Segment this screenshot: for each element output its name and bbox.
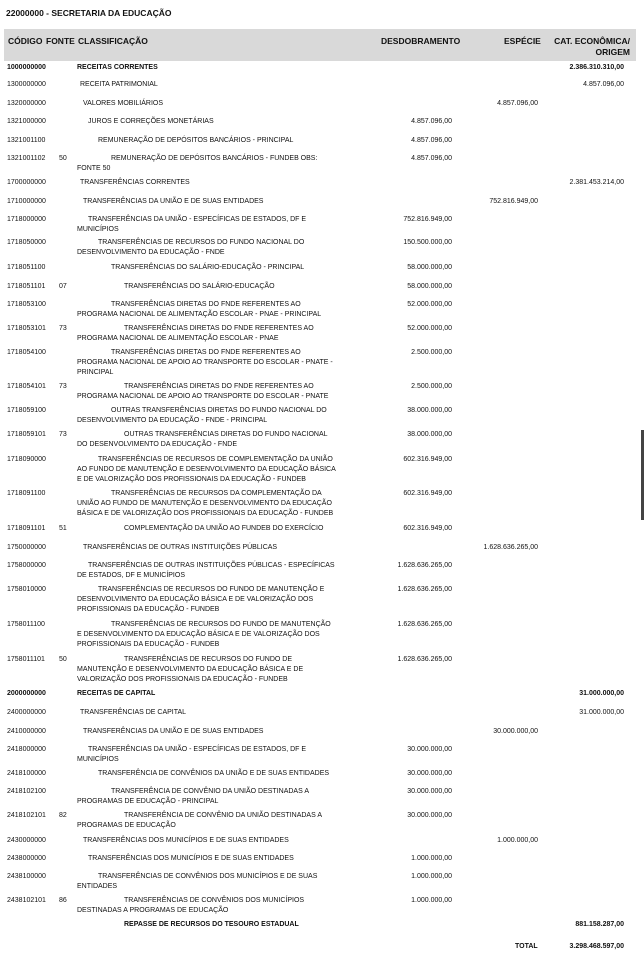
classificacao-cell-line2: DESTINADAS A PROGRAMAS DE EDUCAÇÃO: [77, 907, 229, 914]
codigo-cell: 1321000000: [7, 118, 46, 125]
desdobramento-cell: 38.000.000,00: [407, 407, 452, 414]
desdobramento-cell: 1.000.000,00: [411, 873, 452, 880]
cat-economica-cell: 4.857.096,00: [583, 81, 624, 88]
classificacao-cell: TRANSFERÊNCIAS DE RECURSOS DO FUNDO DE MANUTENÇÃO E: [98, 586, 325, 593]
desdobramento-cell: 4.857.096,00: [411, 137, 452, 144]
classificacao-cell: JUROS E CORREÇÕES MONETÁRIAS: [88, 118, 214, 125]
desdobramento-cell: 1.628.636.265,00: [397, 656, 452, 663]
desdobramento-cell: 1.628.636.265,00: [397, 621, 452, 628]
classificacao-cell-line2: DESENVOLVIMENTO DA EDUCAÇÃO - FNDE: [77, 249, 225, 256]
classificacao-cell-line2: DE ESTADOS, DF E MUNICÍPIOS: [77, 572, 185, 579]
classificacao-cell: OUTRAS TRANSFERÊNCIAS DIRETAS DO FUNDO NACIONAL: [124, 431, 328, 438]
desdobramento-cell: 1.000.000,00: [411, 897, 452, 904]
codigo-cell: 2438102101: [7, 897, 46, 904]
codigo-cell: 2410000000: [7, 728, 46, 735]
desdobramento-cell: 602.316.949,00: [403, 456, 452, 463]
classificacao-cell-line2: PROGRAMA NACIONAL DE APOIO AO TRANSPORTE DO ESCOLAR - PNATE: [77, 393, 329, 400]
classificacao-cell: TRANSFERÊNCIA DE CONVÊNIOS DA UNIÃO E DE SUAS ENTIDADES: [98, 770, 330, 777]
especie-cell: 752.816.949,00: [489, 198, 538, 205]
total-value: 3.298.468.597,00: [569, 943, 624, 950]
especie-cell: 30.000.000,00: [493, 728, 538, 735]
desdobramento-cell: 30.000.000,00: [407, 812, 452, 819]
codigo-cell: 1718053100: [7, 301, 46, 308]
cat-economica-cell: 2.381.453.214,00: [569, 179, 624, 186]
classificacao-cell-line3: VALORIZAÇÃO DOS PROFISSIONAIS DA EDUCAÇÃO - FUNDEB: [77, 676, 288, 683]
codigo-cell: 2400000000: [7, 709, 46, 716]
codigo-cell: 1700000000: [7, 179, 46, 186]
codigo-cell: 2418100000: [7, 770, 46, 777]
classificacao-cell-line2: DESENVOLVIMENTO DA EDUCAÇÃO BÁSICA E DE VALORIZAÇÃO DOS: [77, 596, 314, 603]
fonte-cell: 50: [59, 656, 67, 663]
classificacao-cell-line2: PROGRAMA NACIONAL DE ALIMENTAÇÃO ESCOLAR - PNAE: [77, 335, 279, 342]
classificacao-cell: TRANSFERÊNCIAS DE RECURSOS DA COMPLEMENTAÇÃO DA: [111, 490, 322, 497]
codigo-cell: 1718054101: [7, 383, 46, 390]
classificacao-cell: TRANSFERÊNCIAS DE RECURSOS DO FUNDO DE: [124, 656, 293, 663]
desdobramento-cell: 30.000.000,00: [407, 770, 452, 777]
desdobramento-cell: 58.000.000,00: [407, 264, 452, 271]
classificacao-cell: TRANSFERÊNCIAS DA UNIÃO E DE SUAS ENTIDADES: [83, 728, 264, 735]
classificacao-cell-line3: PROFISSIONAIS DA EDUCAÇÃO - FUNDEB: [77, 606, 220, 613]
codigo-cell: 1758011100: [7, 621, 45, 628]
codigo-cell: 1718000000: [7, 216, 46, 223]
header-codigo: CÓDIGO: [8, 36, 43, 46]
desdobramento-cell: 58.000.000,00: [407, 283, 452, 290]
classificacao-cell: REPASSE DE RECURSOS DO TESOURO ESTADUAL: [124, 921, 299, 928]
classificacao-cell: TRANSFERÊNCIAS DE CAPITAL: [80, 709, 187, 716]
classificacao-cell: TRANSFERÊNCIAS DOS MUNICÍPIOS E DE SUAS ENTIDADES: [83, 837, 289, 844]
classificacao-cell: TRANSFERÊNCIAS DA UNIÃO E DE SUAS ENTIDADES: [83, 198, 264, 205]
codigo-cell: 1718053101: [7, 325, 46, 332]
classificacao-cell-line3: BÁSICA E DE VALORIZAÇÃO DOS PROFISSIONAIS DA EDUCAÇÃO - FUNDEB: [77, 510, 334, 517]
codigo-cell: 1718091101: [7, 525, 46, 532]
classificacao-cell-line2: E DESENVOLVIMENTO DA EDUCAÇÃO BÁSICA E DE VALORIZAÇÃO DOS: [77, 631, 320, 638]
codigo-cell: 1718051100: [7, 264, 46, 271]
fonte-cell: 51: [59, 525, 67, 532]
classificacao-cell: TRANSFERÊNCIAS DIRETAS DO FNDE REFERENTES AO: [111, 349, 301, 356]
especie-cell: 1.000.000,00: [497, 837, 538, 844]
classificacao-cell: VALORES MOBILIÁRIOS: [83, 100, 164, 107]
classificacao-cell-line2: PROGRAMA NACIONAL DE ALIMENTAÇÃO ESCOLAR - PNAE - PRINCIPAL: [77, 311, 322, 318]
classificacao-cell: REMUNERAÇÃO DE DEPÓSITOS BANCÁRIOS - PRINCIPAL: [98, 137, 294, 144]
classificacao-cell: TRANSFERÊNCIAS DO SALÁRIO-EDUCAÇÃO - PRINCIPAL: [111, 264, 305, 271]
codigo-cell: 2438100000: [7, 873, 46, 880]
header-cat-economica: CAT. ECONÔMICA/ ORIGEM: [554, 36, 630, 57]
codigo-cell: 1718059101: [7, 431, 46, 438]
classificacao-cell: RECEITAS DE CAPITAL: [77, 690, 156, 697]
classificacao-cell-line2: MUNICÍPIOS: [77, 756, 119, 763]
codigo-cell: 1718090000: [7, 456, 46, 463]
classificacao-cell: TRANSFERÊNCIAS DIRETAS DO FNDE REFERENTES AO: [124, 325, 314, 332]
fonte-cell: 73: [59, 325, 67, 332]
cat-economica-cell: 31.000.000,00: [579, 709, 624, 716]
cat-economica-cell: 2.386.310.310,00: [569, 64, 624, 71]
cat-economica-cell: 31.000.000,00: [579, 690, 624, 697]
header-desdobramento: DESDOBRAMENTO: [381, 36, 461, 46]
desdobramento-cell: 602.316.949,00: [403, 490, 452, 497]
classificacao-cell: TRANSFERÊNCIAS DA UNIÃO - ESPECÍFICAS DE ESTADOS, DF E: [88, 746, 307, 753]
desdobramento-cell: 30.000.000,00: [407, 788, 452, 795]
codigo-cell: 1710000000: [7, 198, 46, 205]
especie-cell: 1.628.636.265,00: [483, 544, 538, 551]
classificacao-cell-line2: DO DESENVOLVIMENTO DA EDUCAÇÃO - FNDE: [77, 441, 237, 448]
classificacao-cell: RECEITAS CORRENTES: [77, 64, 158, 71]
codigo-cell: 1718059100: [7, 407, 46, 414]
fonte-cell: 73: [59, 383, 67, 390]
classificacao-cell-line2: PROGRAMA NACIONAL DE APOIO AO TRANSPORTE DO ESCOLAR - PNATE -: [77, 359, 333, 366]
codigo-cell: 2418102100: [7, 788, 46, 795]
desdobramento-cell: 4.857.096,00: [411, 155, 452, 162]
fonte-cell: 73: [59, 431, 67, 438]
classificacao-cell-line2: UNIÃO AO FUNDO DE MANUTENÇÃO E DESENVOLVIMENTO DA EDUCAÇÃO: [77, 500, 332, 507]
codigo-cell: 1758011101: [7, 656, 45, 663]
classificacao-cell: TRANSFERÊNCIAS DIRETAS DO FNDE REFERENTES AO: [124, 383, 314, 390]
classificacao-cell: TRANSFERÊNCIAS DO SALÁRIO-EDUCAÇÃO: [124, 283, 275, 290]
classificacao-cell: TRANSFERÊNCIAS DIRETAS DO FNDE REFERENTES AO: [111, 301, 301, 308]
desdobramento-cell: 1.628.636.265,00: [397, 562, 452, 569]
codigo-cell: 2418102101: [7, 812, 46, 819]
desdobramento-cell: 4.857.096,00: [411, 118, 452, 125]
classificacao-cell: OUTRAS TRANSFERÊNCIAS DIRETAS DO FUNDO NACIONAL DO: [111, 407, 327, 414]
classificacao-cell-line2: ENTIDADES: [77, 883, 118, 890]
classificacao-cell: TRANSFERÊNCIAS DE CONVÊNIOS DOS MUNICÍPIOS: [124, 897, 305, 904]
classificacao-cell: TRANSFERÊNCIAS DA UNIÃO - ESPECÍFICAS DE ESTADOS, DF E: [88, 216, 307, 223]
total-label: TOTAL: [515, 943, 538, 950]
classificacao-cell-line3: PROFISSIONAIS DA EDUCAÇÃO - FUNDEB: [77, 641, 220, 648]
header-fonte: FONTE: [46, 36, 75, 46]
desdobramento-cell: 30.000.000,00: [407, 746, 452, 753]
desdobramento-cell: 2.500.000,00: [411, 383, 452, 390]
desdobramento-cell: 38.000.000,00: [407, 431, 452, 438]
desdobramento-cell: 1.628.636.265,00: [397, 586, 452, 593]
codigo-cell: 1718050000: [7, 239, 46, 246]
codigo-cell: 2000000000: [7, 690, 46, 697]
classificacao-cell: TRANSFERÊNCIAS DE OUTRAS INSTITUIÇÕES PÚBLICAS: [83, 544, 278, 551]
classificacao-cell-line2: PROGRAMAS DE EDUCAÇÃO - PRINCIPAL: [77, 798, 219, 805]
codigo-cell: 2430000000: [7, 837, 46, 844]
codigo-cell: 1718051101: [7, 283, 46, 290]
fonte-cell: 86: [59, 897, 67, 904]
codigo-cell: 1321001100: [7, 137, 46, 144]
codigo-cell: 1321001102: [7, 155, 46, 162]
classificacao-cell-line2: MANUTENÇÃO E DESENVOLVIMENTO DA EDUCAÇÃO BÁSICA E DE: [77, 666, 304, 673]
classificacao-cell-line3: E DE VALORIZAÇÃO DOS PROFISSIONAIS DA EDUCAÇÃO - FUNDEB: [77, 476, 306, 483]
codigo-cell: 1758000000: [7, 562, 46, 569]
codigo-cell: 1718091100: [7, 490, 46, 497]
especie-cell: 4.857.096,00: [497, 100, 538, 107]
codigo-cell: 2418000000: [7, 746, 46, 753]
fonte-cell: 50: [59, 155, 67, 162]
classificacao-cell: COMPLEMENTAÇÃO DA UNIÃO AO FUNDEB DO EXERCÍCIO: [124, 525, 324, 532]
cat-economica-cell: 881.158.287,00: [575, 921, 624, 928]
classificacao-cell: TRANSFERÊNCIAS DE RECURSOS DE COMPLEMENTAÇÃO DA UNIÃO: [98, 456, 333, 463]
classificacao-cell-line2: FONTE 50: [77, 165, 111, 172]
desdobramento-cell: 52.000.000,00: [407, 301, 452, 308]
classificacao-cell: TRANSFERÊNCIAS DE CONVÊNIOS DOS MUNICÍPIOS E DE SUAS: [98, 873, 318, 880]
codigo-cell: 1300000000: [7, 81, 46, 88]
classificacao-cell: TRANSFERÊNCIA DE CONVÊNIO DA UNIÃO DESTINADAS A: [124, 812, 322, 819]
codigo-cell: 1758010000: [7, 586, 46, 593]
page-title: 22000000 - SECRETARIA DA EDUCAÇÃO: [6, 8, 172, 18]
desdobramento-cell: 52.000.000,00: [407, 325, 452, 332]
classificacao-cell-line2: MUNICÍPIOS: [77, 226, 119, 233]
header-classificacao: CLASSIFICAÇÃO: [78, 36, 148, 46]
classificacao-cell: TRANSFERÊNCIAS DE RECURSOS DO FUNDO DE MANUTENÇÃO: [111, 621, 331, 628]
classificacao-cell-line3: PRINCIPAL: [77, 369, 114, 376]
codigo-cell: 1750000000: [7, 544, 46, 551]
classificacao-cell: TRANSFERÊNCIAS DE RECURSOS DO FUNDO NACIONAL DO: [98, 239, 305, 246]
classificacao-cell: TRANSFERÊNCIA DE CONVÊNIO DA UNIÃO DESTINADAS A: [111, 788, 309, 795]
classificacao-cell: TRANSFERÊNCIAS DE OUTRAS INSTITUIÇÕES PÚBLICAS - ESPECÍFICAS: [88, 562, 335, 569]
classificacao-cell: REMUNERAÇÃO DE DEPÓSITOS BANCÁRIOS - FUNDEB OBS:: [111, 155, 318, 162]
codigo-cell: 2438000000: [7, 855, 46, 862]
fonte-cell: 82: [59, 812, 67, 819]
classificacao-cell: TRANSFERÊNCIAS DOS MUNICÍPIOS E DE SUAS ENTIDADES: [88, 855, 294, 862]
desdobramento-cell: 2.500.000,00: [411, 349, 452, 356]
header-especie: ESPÉCIE: [504, 36, 541, 46]
classificacao-cell: RECEITA PATRIMONIAL: [80, 81, 158, 88]
classificacao-cell-line2: DESENVOLVIMENTO DA EDUCAÇÃO - FNDE - PRINCIPAL: [77, 417, 268, 424]
classificacao-cell-line2: PROGRAMAS DE EDUCAÇÃO: [77, 822, 176, 829]
classificacao-cell-line2: AO FUNDO DE MANUTENÇÃO E DESENVOLVIMENTO DA EDUCAÇÃO BÁSICA: [77, 466, 336, 473]
fonte-cell: 07: [59, 283, 67, 290]
desdobramento-cell: 150.500.000,00: [403, 239, 452, 246]
desdobramento-cell: 752.816.949,00: [403, 216, 452, 223]
codigo-cell: 1320000000: [7, 100, 46, 107]
classificacao-cell: TRANSFERÊNCIAS CORRENTES: [80, 179, 190, 186]
codigo-cell: 1000000000: [7, 64, 46, 71]
desdobramento-cell: 602.316.949,00: [403, 525, 452, 532]
desdobramento-cell: 1.000.000,00: [411, 855, 452, 862]
codigo-cell: 1718054100: [7, 349, 46, 356]
